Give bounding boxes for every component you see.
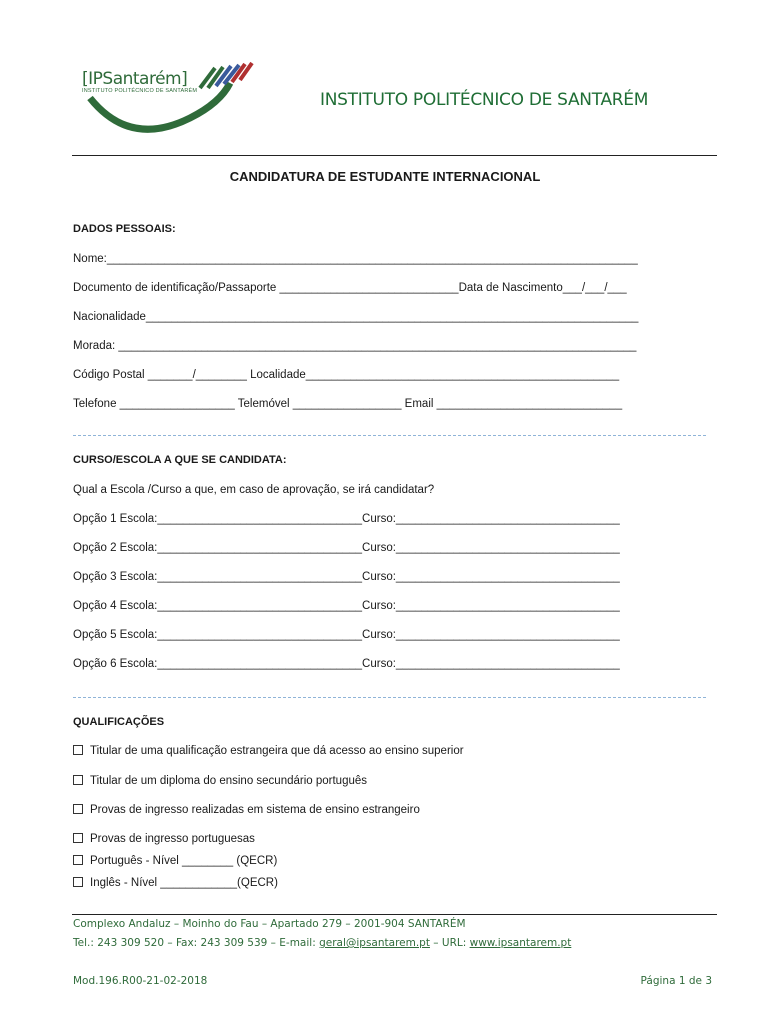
footer-contacts: Tel.: 243 309 520 – Fax: 243 309 539 – E-mail: geral@ipsantarem.pt – URL: www.ipsantarem.pt [73,937,572,949]
qualification-item[interactable]: Provas de ingresso portuguesas [73,833,255,845]
document-birthdate-field[interactable]: Documento de identificação/Passaporte ____________________________Data de Nascimento___/___/___ [73,282,627,294]
footer-rule [72,914,717,915]
logo-text: [IPSantarém] [82,69,188,89]
option-5-field[interactable]: Opção 5 Escola:________________________________Curso:___________________________________ [73,629,620,641]
option-1-field[interactable]: Opção 1 Escola:________________________________Curso:___________________________________ [73,513,620,525]
form-code: Mod.196.R00-21-02-2018 [73,975,208,987]
checkbox-icon[interactable] [73,833,83,843]
address-field[interactable]: Morada: _________________________________________________________________________________ [73,340,637,352]
page-number: Página 1 de 3 [640,975,712,987]
checkbox-icon[interactable] [73,855,83,865]
website-link[interactable]: www.ipsantarem.pt [469,937,572,949]
logo-subtitle: INSTITUTO POLITÉCNICO DE SANTARÉM [82,88,198,94]
logo-swoosh-icon [80,58,255,138]
form-title: CANDIDATURA DE ESTUDANTE INTERNACIONAL [229,169,541,184]
qualification-item[interactable]: Titular de um diploma do ensino secundário português [73,775,367,787]
qualifications-heading: QUALIFICAÇÕES [73,716,165,728]
option-3-field[interactable]: Opção 3 Escola:________________________________Curso:___________________________________ [73,571,620,583]
footer-address: Complexo Andaluz – Moinho do Fau – Apartado 279 – 2001-904 SANTARÉM [73,918,466,930]
nationality-field[interactable]: Nacionalidade_____________________________________________________________________________ [73,311,639,323]
option-4-field[interactable]: Opção 4 Escola:________________________________Curso:___________________________________ [73,600,620,612]
option-6-field[interactable]: Opção 6 Escola:________________________________Curso:___________________________________ [73,658,620,670]
header-rule [72,155,717,156]
course-question: Qual a Escola /Curso a que, em caso de aprovação, se irá candidatar? [73,484,435,496]
qualification-item[interactable]: Titular de uma qualificação estrangeira que dá acesso ao ensino superior [73,745,464,757]
course-heading: CURSO/ESCOLA A QUE SE CANDIDATA: [73,454,287,466]
option-2-field[interactable]: Opção 2 Escola:________________________________Curso:___________________________________ [73,542,620,554]
checkbox-icon[interactable] [73,745,83,755]
postal-locality-field[interactable]: Código Postal _______/________ Localidade_________________________________________________ [73,369,620,381]
section-separator [73,697,706,698]
qualification-item[interactable]: Inglês - Nível ____________(QECR) [73,877,278,889]
qualification-item[interactable]: Português - Nível ________ (QECR) [73,855,277,867]
phone-email-field[interactable]: Telefone __________________ Telemóvel _________________ Email _____________________________ [73,398,623,410]
checkbox-icon[interactable] [73,877,83,887]
checkbox-icon[interactable] [73,804,83,814]
name-field[interactable]: Nome:___________________________________________________________________________________ [73,253,638,265]
qualification-item[interactable]: Provas de ingresso realizadas em sistema de ensino estrangeiro [73,804,420,816]
email-link[interactable]: geral@ipsantarem.pt [319,937,430,949]
institution-name: INSTITUTO POLITÉCNICO DE SANTARÉM [320,90,649,110]
personal-heading: DADOS PESSOAIS: [73,223,176,235]
checkbox-icon[interactable] [73,775,83,785]
section-separator [73,435,706,436]
